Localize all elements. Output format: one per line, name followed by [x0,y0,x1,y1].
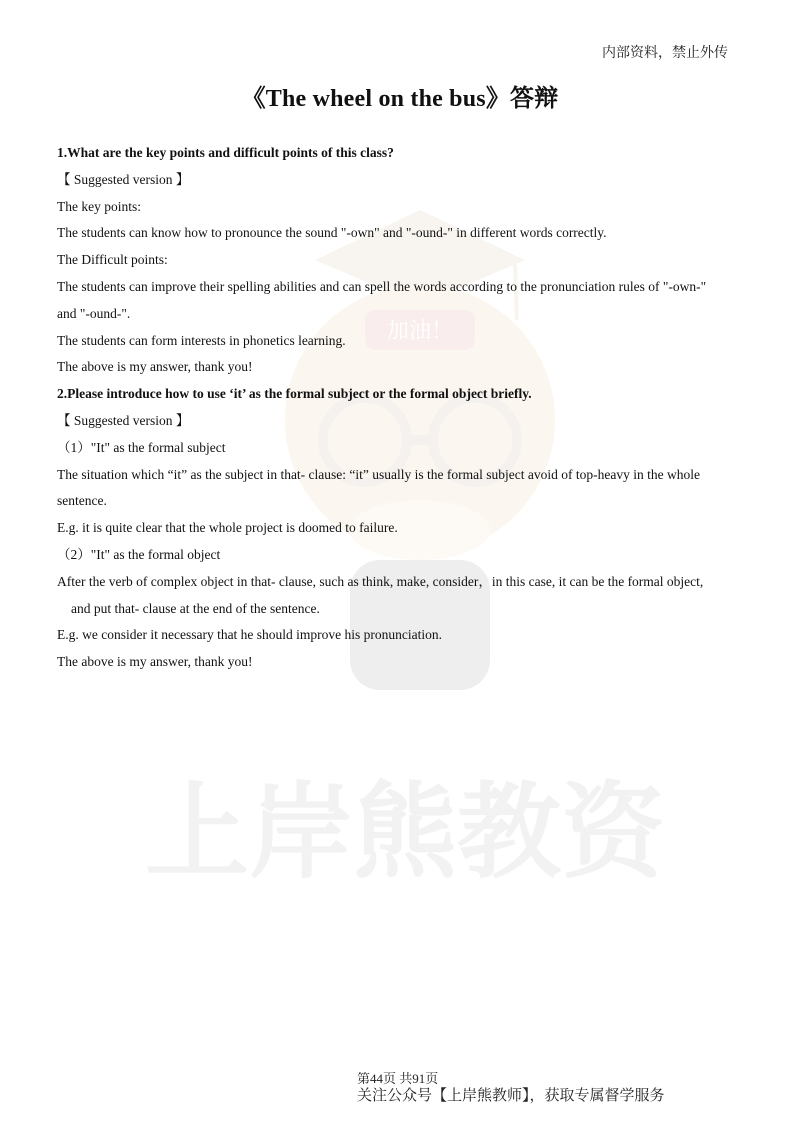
paragraph-line: The above is my answer, thank you! [57,654,253,670]
question-heading: 1.What are the key points and difficult points of this class? [57,145,394,160]
footer-promo: 关注公众号【上岸熊教师】，获取专属督学服务 [357,1086,665,1104]
paragraph-line: E.g. we consider it necessary that he should improve his pronunciation. [57,627,443,643]
paragraph-line: After the verb of complex object in that- clause, such as think, make, consider，in this case, it can be the formal object, [57,573,704,589]
paragraph-line: The students can form interests in phonetics learning. [57,332,346,348]
watermark-text: 上岸熊教资 [145,771,665,885]
paragraph-line: The Difficult points: [57,252,168,268]
answer-content [57,140,747,676]
brand-watermark [145,770,665,885]
paragraph-line: （1）"It" as the formal subject [57,439,226,455]
paragraph-line: The above is my answer, thank you! [57,359,253,375]
paragraph-line: The key points: [57,198,141,214]
question-heading: 2.Please introduce how to use ‘it’ as the formal subject or the formal object briefly. [57,386,532,402]
page-title: 《The wheel on the bus》答辩 [241,86,559,112]
suggested-version-label: 【 Suggested version 】 [57,171,190,187]
paragraph-line: The situation which “it” as the subject in that- clause: “it” usually is the formal subject avoid of top-heavy in the whole [57,466,700,482]
paragraph-line: and put that- clause at the end of the sentence. [71,600,320,616]
page-number: 第44页 共91页 [357,1071,439,1086]
confidential-note: 内部资料，禁止外传 [602,46,728,61]
suggested-version-label: 【 Suggested version 】 [57,412,190,428]
paragraph-line: and "-ound-". [57,305,131,321]
paragraph-line: sentence. [57,493,107,509]
mascot-badge-text: 加油！ [386,319,454,344]
paragraph-line: E.g. it is quite clear that the whole project is doomed to failure. [57,520,398,536]
paragraph-line: The students can improve their spelling abilities and can spell the words according to the pronunciation rules of "-own-" [57,278,707,294]
paragraph-line: （2）"It" as the formal object [57,546,221,562]
paragraph-line: The students can know how to pronounce the sound "-own" and "-ound-" in different words correctly. [57,225,607,241]
